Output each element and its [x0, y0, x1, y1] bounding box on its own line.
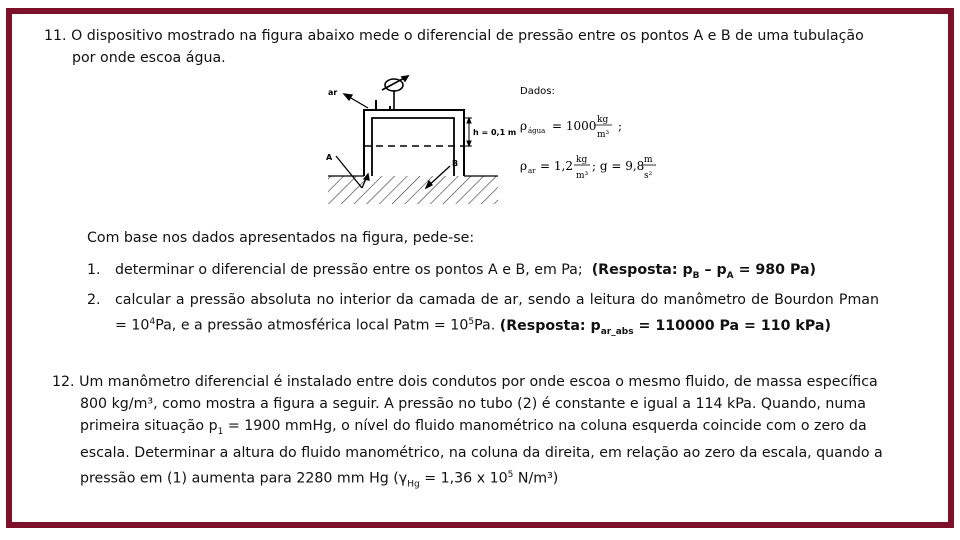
- q12-line3: primeira situação $p_1 = 1900$ mmHg, o nível do fluido manométrico na coluna esquerda coincide com o zero da: [80, 417, 867, 437]
- svg-text:m³: m³: [597, 130, 610, 140]
- dados-rho-agua: [520, 115, 622, 140]
- svg-text:kg: kg: [597, 115, 609, 125]
- item-2-number: 2.: [87, 292, 101, 308]
- item-1-text: determinar o diferencial de pressão entre os pontos A e B, em Pa;: [115, 262, 583, 278]
- svg-text:= 1,2: = 1,2: [540, 159, 573, 173]
- label-a: A: [326, 153, 333, 162]
- item-2-answer: (Resposta: $p_{ar\_abs} = 110000$ Pa = 110 kPa): [499, 317, 831, 337]
- q11-line2: por onde escoa água.: [72, 49, 226, 66]
- item-1: [87, 259, 816, 287]
- bourdon-gauge: [382, 76, 408, 110]
- svg-text:;: ;: [618, 119, 623, 133]
- height-dimension: [464, 118, 472, 146]
- vessel: [364, 100, 464, 176]
- svg-text:m: m: [644, 155, 653, 165]
- q12-number: 12.: [52, 374, 75, 390]
- q11-number: 11.: [44, 28, 67, 44]
- item-2-text: calcular a pressão absoluta no interior da camada de ar, sendo a leitura do manômetro de Bourdon Pman = $10^4Pa$, e a pressão atmosférica local Patm = $10^5Pa$. (Resposta: $p_{ar\_abs} = 110000$ Pa = 110 kPa): [115, 292, 879, 337]
- svg-text:m³: m³: [576, 171, 589, 181]
- label-h: h = 0,1 m: [473, 128, 517, 137]
- label-ar: ar: [328, 88, 338, 97]
- q12-line1: Um manômetro diferencial é instalado entre dois condutos por onde escoa o mesmo fluido, de massa específica: [79, 374, 878, 390]
- ground-hatch: [328, 176, 498, 204]
- question-12: [52, 372, 902, 496]
- ar-arrow: [344, 94, 368, 108]
- inner-bell: [372, 118, 454, 176]
- svg-text:; g = 9,8: ; g = 9,8: [592, 159, 645, 173]
- item-1-number: 1.: [87, 262, 101, 278]
- svg-text:s²: s²: [644, 171, 653, 181]
- svg-text:ρ: ρ: [520, 159, 528, 173]
- q12-line4: escala. Determinar a altura do fluido manométrico, na coluna da direita, em relação ao zero da escala, quando a: [80, 445, 883, 462]
- dados-rho-ar: [520, 155, 656, 181]
- svg-text:ρ: ρ: [520, 119, 528, 133]
- dados-title: Dados:: [520, 86, 555, 97]
- q11-line1: O dispositivo mostrado na figura abaixo mede o diferencial de pressão entre os pontos A e B de uma tubulação: [71, 28, 864, 44]
- item-1-answer: (Resposta: $p_B - p_A = 980$ Pa): [591, 262, 817, 281]
- svg-text:kg: kg: [576, 155, 588, 165]
- intro-text: Com base nos dados apresentados na figura, pede-se:: [87, 230, 475, 246]
- svg-text:= 1000: = 1000: [552, 119, 597, 133]
- svg-text:ar: ar: [528, 167, 536, 175]
- label-b: B: [452, 159, 459, 168]
- svg-text:água: água: [528, 127, 546, 135]
- manometer-figure: [322, 70, 662, 210]
- question-11: [44, 26, 864, 69]
- item-2: [87, 289, 879, 343]
- q12-line5: pressão em (1) aumenta para 2280 mm Hg ($\gamma_{Hg} = 1,36$ x $10^5$ N/m³): [80, 470, 559, 490]
- q12-line2: 800 kg/m³, como mostra a figura a seguir. A pressão no tubo (2) é constante e igual a 114 kPa. Quando, numa: [80, 395, 866, 412]
